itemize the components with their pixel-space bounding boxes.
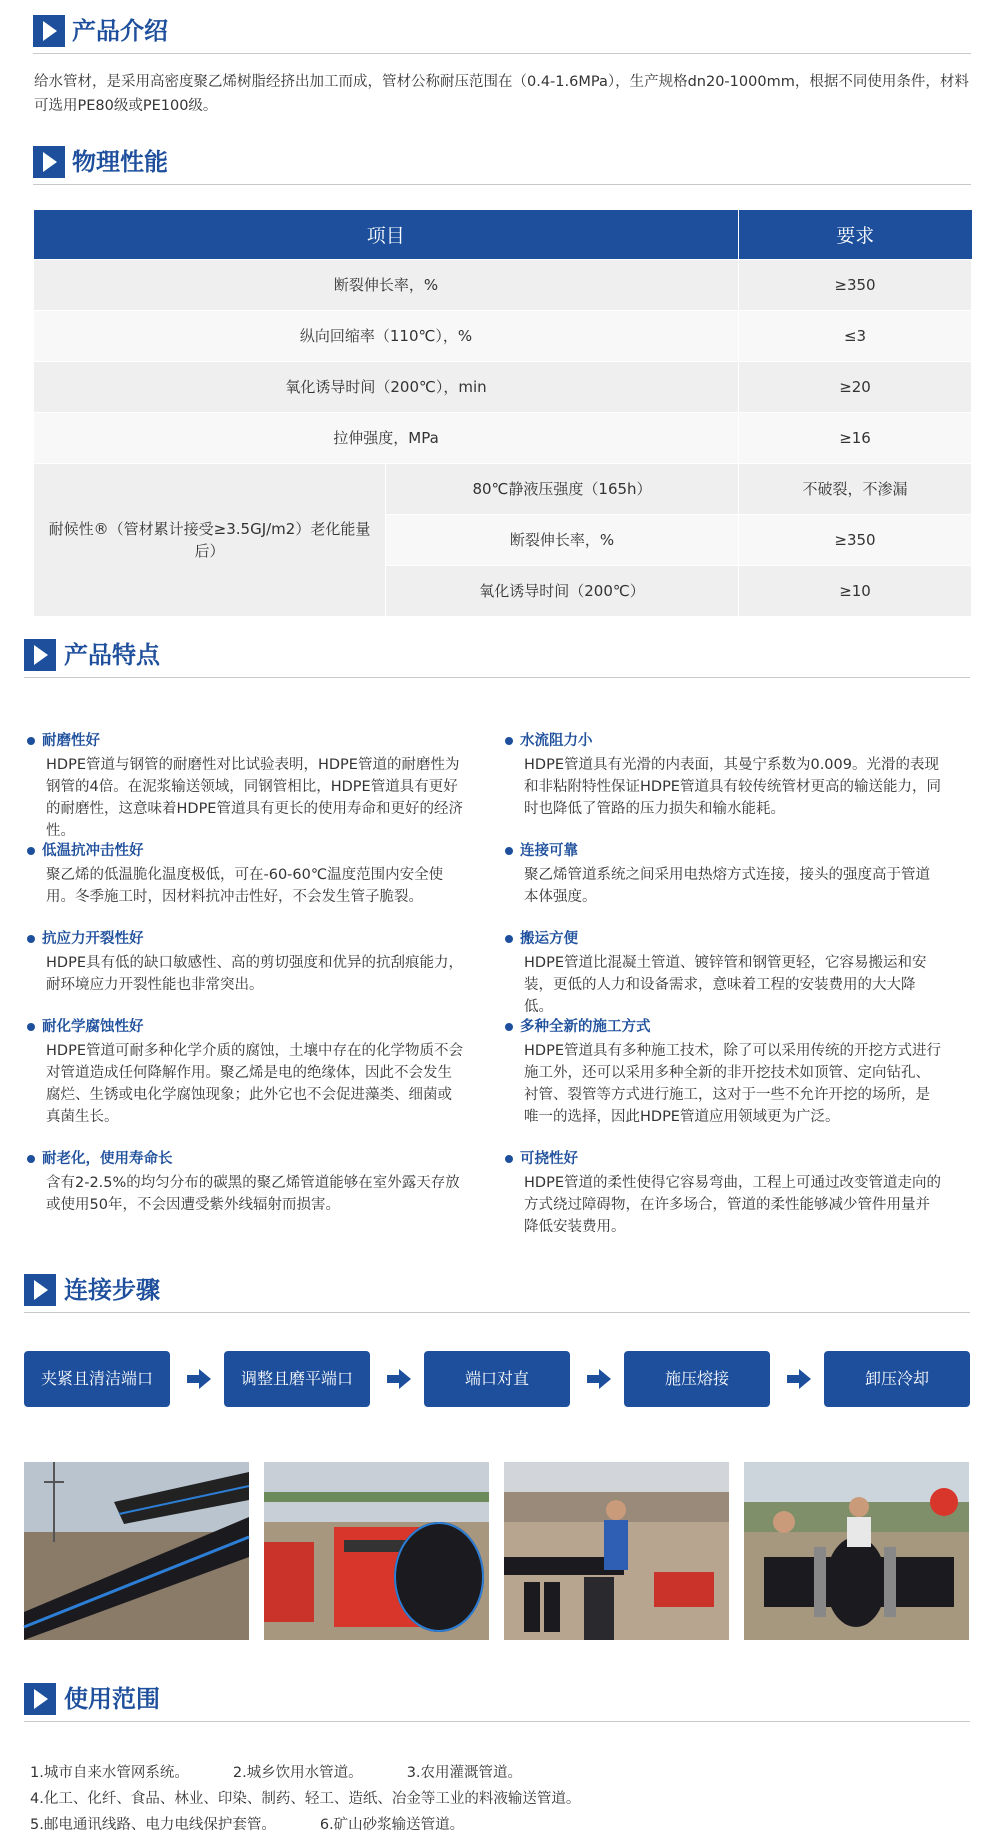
right-arrow-icon bbox=[587, 1369, 611, 1389]
feature-title-text: 耐化学腐蚀性好 bbox=[42, 1019, 144, 1035]
table-cell-requirement: ≥10 bbox=[739, 565, 972, 616]
table-row bbox=[34, 463, 972, 514]
feature-item bbox=[24, 840, 464, 908]
feature-item bbox=[24, 1148, 464, 1216]
feature-title-text: 多种全新的施工方式 bbox=[520, 1019, 651, 1035]
step-clamp-clean: 夹紧且清洁端口 bbox=[24, 1351, 170, 1407]
construction-photos bbox=[24, 1462, 970, 1640]
connection-steps bbox=[24, 1351, 970, 1407]
section-header-features bbox=[0, 636, 1000, 680]
photo-workers-fusing bbox=[744, 1462, 969, 1640]
feature-item bbox=[24, 730, 464, 842]
section-divider bbox=[24, 1721, 970, 1722]
step-release-cool: 卸压冷却 bbox=[824, 1351, 970, 1407]
usage-scope-list bbox=[30, 1760, 970, 1838]
section-title: 产品特点 bbox=[64, 641, 160, 669]
table-cell-requirement: 不破裂，不渗漏 bbox=[739, 463, 972, 514]
feature-item bbox=[502, 840, 942, 908]
table-cell-requirement: ≤3 bbox=[739, 310, 972, 361]
bullet-dot-icon bbox=[27, 737, 35, 745]
bullet-dot-icon bbox=[27, 1023, 35, 1031]
feature-description: HDPE管道具有多种施工技术，除了可以采用传统的开挖方式进行施工外，还可以采用多种全新的非开挖技术如顶管、定向钻孔、衬管、裂管等方式进行施工，这对于一些不允许开挖的场所，是唯一的选择，因此HDPE管道应用领域更为广泛。 bbox=[524, 1043, 941, 1125]
bullet-dot-icon bbox=[27, 1155, 35, 1163]
list-item bbox=[30, 1812, 970, 1838]
feature-description: HDPE管道比混凝土管道、镀锌管和钢管更轻，它容易搬运和安装，更低的人力和设备需求，意味着工程的安装费用的大大降低。 bbox=[524, 955, 927, 1015]
bullet-dot-icon bbox=[505, 847, 513, 855]
play-arrow-icon bbox=[24, 639, 56, 671]
table-cell-item: 氧化诱导时间（200℃） bbox=[386, 565, 739, 616]
bullet-dot-icon bbox=[27, 935, 35, 943]
scope-entry: 3.农用灌溉管道。 bbox=[406, 1765, 523, 1781]
feature-title bbox=[24, 928, 464, 950]
feature-title-text: 耐老化，使用寿命长 bbox=[42, 1151, 173, 1167]
feature-title-text: 连接可靠 bbox=[520, 843, 578, 859]
feature-description: HDPE具有低的缺口敏感性、高的剪切强度和优异的抗刮痕能力，耐环境应力开裂性能也非常突出。 bbox=[46, 955, 463, 993]
feature-item bbox=[24, 928, 464, 996]
feature-title-text: 搬运方便 bbox=[520, 931, 578, 947]
feature-title bbox=[502, 1148, 942, 1170]
feature-title bbox=[502, 840, 942, 862]
bullet-dot-icon bbox=[505, 1023, 513, 1031]
section-header-intro bbox=[0, 12, 1000, 56]
play-arrow-icon bbox=[24, 1274, 56, 1306]
section-title: 连接步骤 bbox=[64, 1276, 160, 1304]
feature-description: HDPE管道可耐多种化学介质的腐蚀，土壤中存在的化学物质不会对管道造成任何降解作用。聚乙烯是电的绝缘体，因此不会发生腐烂、生锈或电化学腐蚀现象；此外它也不会促进藻类、细菌或真菌生长。 bbox=[46, 1043, 463, 1125]
play-arrow-icon bbox=[24, 1683, 56, 1715]
section-title: 产品介绍 bbox=[72, 17, 168, 45]
photo-fusion-machine bbox=[264, 1462, 489, 1640]
table-cell-item: 80℃静液压强度（165h） bbox=[386, 463, 739, 514]
step-pressure-fuse: 施压熔接 bbox=[624, 1351, 770, 1407]
section-divider bbox=[33, 184, 971, 185]
feature-description: HDPE管道具有光滑的内表面，其曼宁系数为0.009。光滑的表现和非粘附特性保证HDPE管道具有较传统管材更高的输送能力，同时也降低了管路的压力损失和输水能耗。 bbox=[524, 757, 941, 817]
list-item bbox=[30, 1786, 970, 1812]
table-cell-requirement: ≥16 bbox=[739, 412, 972, 463]
scope-entry: 5.邮电通讯线路、电力电线保护套管。 bbox=[30, 1817, 276, 1833]
feature-title bbox=[502, 1016, 942, 1038]
scope-entry: 2.城乡饮用水管道。 bbox=[232, 1765, 363, 1781]
feature-description: 聚乙烯管道系统之间采用电热熔方式连接，接头的强度高于管道本体强度。 bbox=[524, 867, 930, 905]
table-cell-item: 纵向回缩率（110℃），% bbox=[34, 310, 739, 361]
play-arrow-icon bbox=[33, 15, 65, 47]
spec-table bbox=[33, 210, 972, 617]
bullet-dot-icon bbox=[505, 737, 513, 745]
section-title: 使用范围 bbox=[64, 1685, 160, 1713]
photo-pipeline-site bbox=[24, 1462, 249, 1640]
feature-description: HDPE管道与钢管的耐磨性对比试验表明，HDPE管道的耐磨性为钢管的4倍。在泥浆输送领域，同钢管相比，HDPE管道具有更好的耐磨性，这意味着HDPE管道具有更长的使用寿命和更好的经济性。 bbox=[46, 757, 463, 839]
intro-paragraph: 给水管材，是采用高密度聚乙烯树脂经挤出加工而成，管材公称耐压范围在（0.4-1.6MPa），生产规格dn20-1000mm，根据不同使用条件，材料可选用PE80级或PE100级。 bbox=[34, 74, 969, 114]
table-header-requirement: 要求 bbox=[739, 210, 972, 259]
feature-title-text: 水流阻力小 bbox=[520, 733, 593, 749]
feature-title bbox=[24, 1148, 464, 1170]
feature-item bbox=[502, 730, 942, 820]
bullet-dot-icon bbox=[505, 935, 513, 943]
feature-title bbox=[24, 730, 464, 752]
feature-title bbox=[24, 1016, 464, 1038]
scope-entry: 4.化工、化纤、食品、林业、印染、制药、轻工、造纸、冶金等工业的料液输送管道。 bbox=[30, 1791, 581, 1807]
table-row bbox=[34, 412, 972, 463]
section-header-physical bbox=[0, 143, 1000, 187]
table-cell-requirement: ≥350 bbox=[739, 514, 972, 565]
feature-item bbox=[502, 1148, 942, 1238]
right-arrow-icon bbox=[787, 1369, 811, 1389]
list-item bbox=[30, 1760, 970, 1786]
feature-description: HDPE管道的柔性使得它容易弯曲，工程上可通过改变管道走向的方式绕过障碍物，在许多场合，管道的柔性能够减少管件用量并降低安装费用。 bbox=[524, 1175, 941, 1235]
right-arrow-icon bbox=[187, 1369, 211, 1389]
table-header-item: 项目 bbox=[34, 210, 739, 259]
feature-title-text: 可挠性好 bbox=[520, 1151, 578, 1167]
table-cell-item: 氧化诱导时间（200℃），min bbox=[34, 361, 739, 412]
bullet-dot-icon bbox=[505, 1155, 513, 1163]
feature-item bbox=[502, 1016, 942, 1128]
section-divider bbox=[24, 677, 970, 678]
right-arrow-icon bbox=[387, 1369, 411, 1389]
table-cell-item: 断裂伸长率，% bbox=[386, 514, 739, 565]
section-title: 物理性能 bbox=[72, 148, 168, 176]
photo-worker-welding bbox=[504, 1462, 729, 1640]
feature-item bbox=[502, 928, 942, 1018]
table-row bbox=[34, 361, 972, 412]
section-divider bbox=[24, 1312, 970, 1313]
table-row bbox=[34, 310, 972, 361]
feature-title bbox=[502, 928, 942, 950]
feature-item bbox=[24, 1016, 464, 1128]
section-header-steps bbox=[0, 1271, 1000, 1315]
section-divider bbox=[33, 53, 971, 54]
play-arrow-icon bbox=[33, 146, 65, 178]
table-cell-requirement: ≥20 bbox=[739, 361, 972, 412]
feature-title-text: 低温抗冲击性好 bbox=[42, 843, 144, 859]
scope-entry: 6.矿山砂浆输送管道。 bbox=[319, 1817, 465, 1833]
feature-title bbox=[24, 840, 464, 862]
section-header-scope bbox=[0, 1680, 1000, 1724]
table-cell-weathering-label: 耐候性®（管材累计接受≥3.5GJ/m2）老化能量后） bbox=[34, 463, 386, 616]
bullet-dot-icon bbox=[27, 847, 35, 855]
table-cell-item: 断裂伸长率，% bbox=[34, 259, 739, 310]
feature-title-text: 抗应力开裂性好 bbox=[42, 931, 144, 947]
table-row bbox=[34, 259, 972, 310]
step-align: 端口对直 bbox=[424, 1351, 570, 1407]
step-adjust-grind: 调整且磨平端口 bbox=[224, 1351, 370, 1407]
feature-title bbox=[502, 730, 942, 752]
feature-description: 聚乙烯的低温脆化温度极低，可在-60-60℃温度范围内安全使用。冬季施工时，因材料抗冲击性好，不会发生管子脆裂。 bbox=[46, 867, 444, 905]
scope-entry: 1.城市自来水管网系统。 bbox=[30, 1765, 189, 1781]
feature-description: 含有2-2.5%的均匀分布的碳黑的聚乙烯管道能够在室外露天存放或使用50年，不会因遭受紫外线辐射而损害。 bbox=[46, 1175, 460, 1213]
table-cell-requirement: ≥350 bbox=[739, 259, 972, 310]
feature-title-text: 耐磨性好 bbox=[42, 733, 100, 749]
table-cell-item: 拉伸强度，MPa bbox=[34, 412, 739, 463]
